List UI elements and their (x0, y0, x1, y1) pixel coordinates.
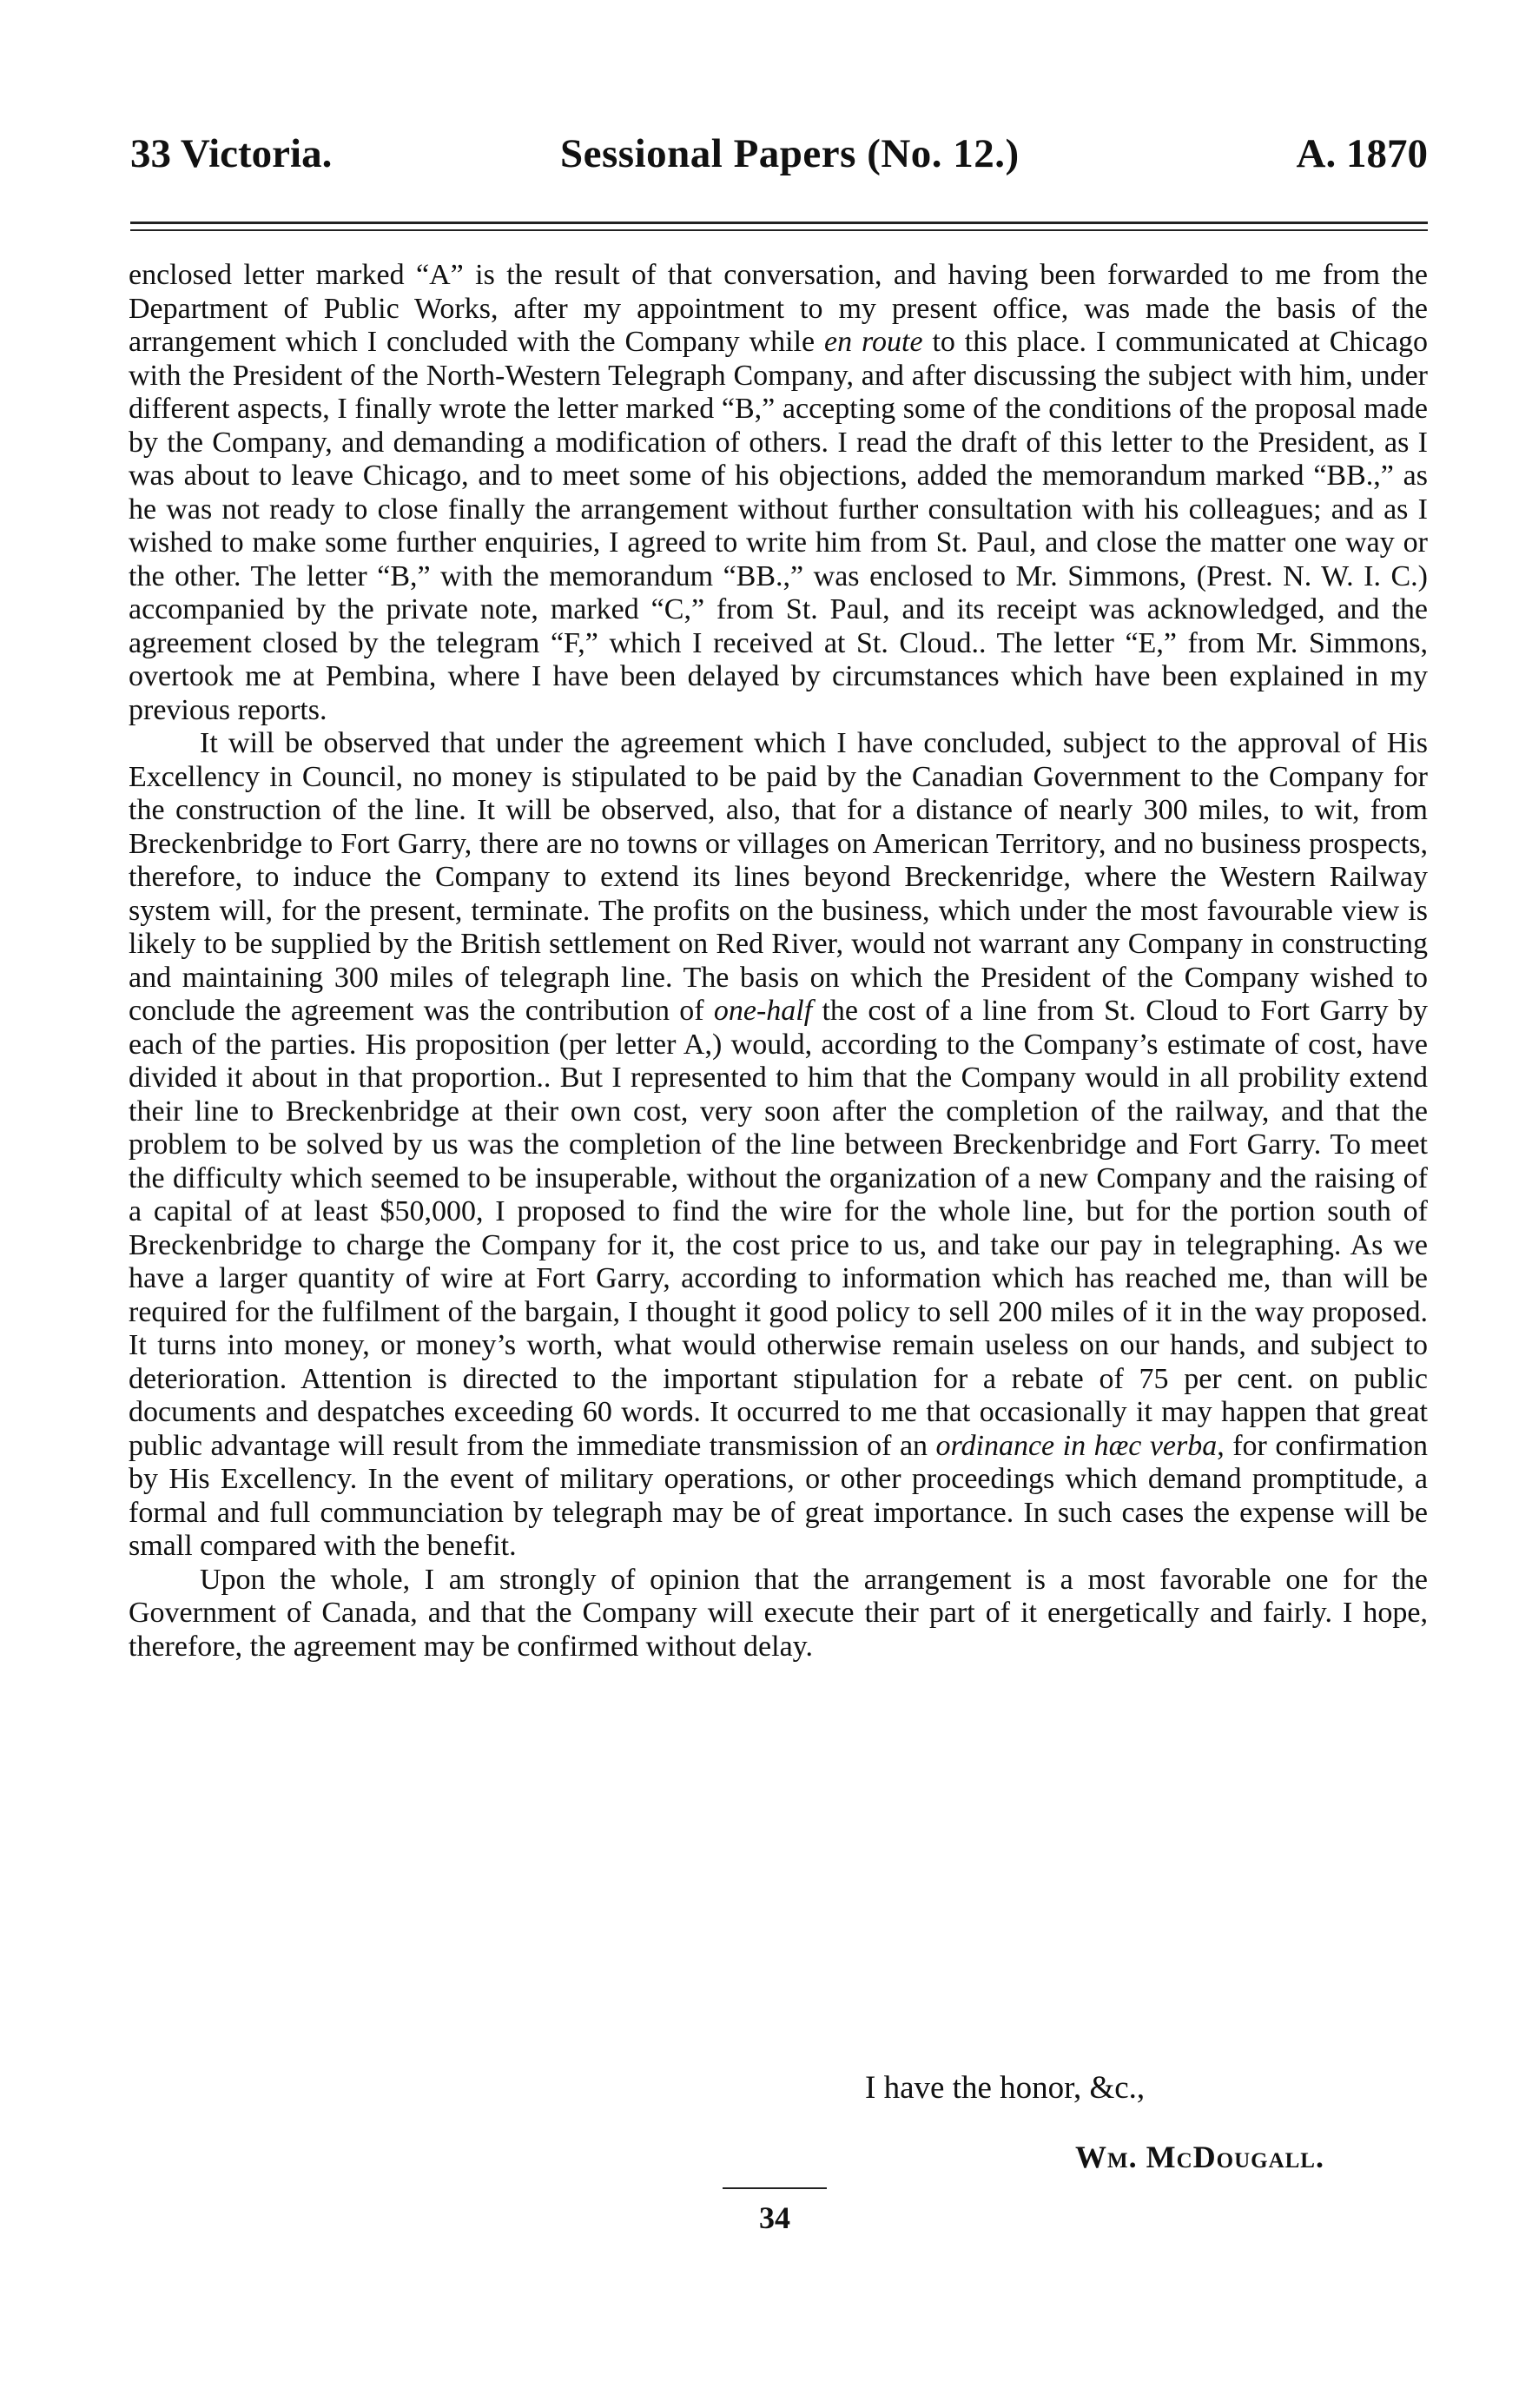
paragraph-1 (129, 259, 1428, 727)
header-year: A. 1870 (1296, 131, 1428, 176)
paragraph-1-text-a: enclosed letter marked “A” is the result of that conversation, and having been forwarded to me from the Department of Public Works, after my appointment to my present office, was made the basis of the arrangement which I concluded with the Company while (129, 259, 1428, 358)
header-session: 33 Victoria. (130, 131, 333, 176)
paragraph-2 (129, 727, 1428, 1564)
paragraph-1-text-c: to this place. I communicated at Chicago with the President of the North-Western Telegraph Company, and after discussing the subject with him, under different aspects, I finally wrote the letter marked “B,” accepting some of the conditions of the proposal made by the Company, and demanding a modification of others. I read the draft of this letter to the President, as I was about to leave Chicago, and to meet some of his objections, added the memorandum marked “BB.,” as he was not ready to close finally the arrangement without further consultation with his colleagues; and as I wished to make some further enquiries, I agreed to write him from St. Paul, and close the matter one way or the other. The letter “B,” with the memorandum “BB.,” was enclosed to Mr. Simmons, (Prest. N. W. I. C.) accompanied by the private note, marked “C,” from St. Paul, and its receipt was acknowledged, and the agreement closed by the telegram “F,” which I received at St. Cloud.. The letter “E,” from Mr. Simmons, overtook me at Pembina, where I have been delayed by circumstances which have been explained in my previous reports. (129, 326, 1428, 726)
paragraph-1-italic-en-route: en route (824, 326, 923, 358)
paragraph-2-italic-ordinance: ordinance in hæc verba (935, 1429, 1218, 1462)
closing-line: I have the honor, &c., (865, 2070, 1146, 2106)
footer-rule (723, 2187, 827, 2189)
letter-body (129, 259, 1428, 1664)
header-rule-thick (130, 222, 1428, 224)
running-header (130, 130, 1428, 191)
header-title: Sessional Papers (No. 12.) (560, 131, 1020, 176)
paragraph-2-text-c: the cost of a line from St. Cloud to Fort Garry by each of the parties. His proposition (per letter A,) would, according to the Company’s estimate of cost, have divided it about in that proportion.. But I represented to him that the Company would in all probility extend their line to Breckenbridge at their own cost, very soon after the completion of the railway, and that the problem to be solved by us was the completion of the line between Breckenbridge and Fort Garry. To meet the difficulty which seemed to be insuperable, without the organization of a new Company and the raising of a capital of at least $50,000, I proposed to find the wire for the whole line, but for the portion south of Breckenbridge to charge the Company for it, the cost price to us, and take our pay in telegraphing. As we have a larger quantity of wire at Fort Garry, according to information which has reached me, than will be required for the fulfilment of the bargain, I thought it good policy to sell 200 miles of it in the way proposed. It turns into money, or money’s worth, what would otherwise remain useless on our hands, and subject to deterioration. Attention is directed to the important stipulation for a rebate of 75 per cent. on public documents and despatches exceeding 60 words. It occurred to me that occasionally it may happen that great public advantage will result from the immediate transmission of an (129, 995, 1428, 1462)
paragraph-2-italic-one-half: one-half (713, 995, 813, 1027)
signature: Wm. McDougall. (1075, 2140, 1324, 2174)
header-rule-thin (130, 229, 1428, 231)
paragraph-2-text-a: It will be observed that under the agreement which I have concluded, subject to the approval of His Excellency in Council, no money is stipulated to be paid by the Canadian Government to the Company for the construction of the line. It will be observed, also, that for a distance of nearly 300 miles, to wit, from Breckenbridge to Fort Garry, there are no towns or villages on American Territory, and no business prospects, therefore, to induce the Company to extend its lines beyond Breckenridge, where the Western Railway system will, for the present, terminate. The profits on the business, which under the most favourable view is likely to be supplied by the British settlement on Red River, would not warrant any Company in constructing and maintaining 300 miles of telegraph line. The basis on which the President of the Company wished to conclude the agreement was the contribution of (129, 727, 1428, 1027)
paragraph-2-text-e: , for confirmation by His Excellency. In the event of military operations, or other proceedings which demand promptitude, a formal and full communciation by telegraph may be of great importance. In such cases the expense will be small compared with the benefit. (129, 1429, 1428, 1562)
page-number: 34 (759, 2200, 790, 2235)
paragraph-3: Upon the whole, I am strongly of opinion that the arrangement is a most favorable one for the Government of Canada, and that the Company will execute their part of it energetically and fairly. I hope, therefore, the agreement may be confirmed without delay. (129, 1563, 1428, 1663)
